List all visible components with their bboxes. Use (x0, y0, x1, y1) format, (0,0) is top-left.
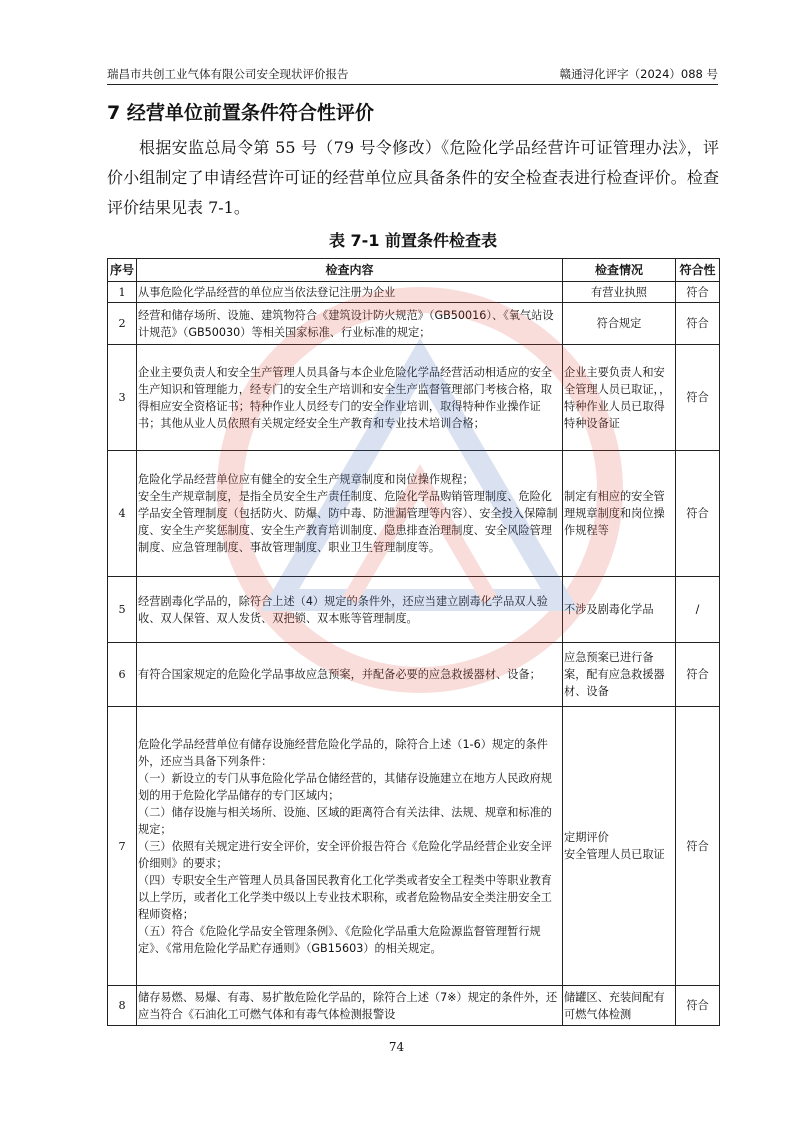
row-status: 符合规定 (563, 303, 676, 345)
row-result: 符合 (676, 282, 720, 303)
header-status: 检查情况 (563, 259, 676, 282)
row-result: 符合 (676, 643, 720, 707)
table-row (108, 986, 720, 1026)
row-status: 定期评价 安全管理人员已取证 (563, 707, 676, 986)
page-number: 74 (388, 1040, 405, 1054)
row-content: 有符合国家规定的危险化学品事故应急预案，并配备必要的应急救援器材、设备； (137, 643, 563, 707)
row-content: 危险化学品经营单位有储存设施经营危险化学品的，除符合上述（1-6）规定的条件外，还应当具备下列条件： （一）新设立的专门从事危险化学品仓储经营的，其储存设施建立在地方人民政府规划的用于危险化学品储存的专门区域内； （二）储存设施与相关场所、设施、区域的距离符合有关法律、法规、规章和标准的规定； （三）依照有关规定进行安全评价，安全评价报告符合《危险化学品经营企业安全评价细则》的要求； （四）专职安全生产管理人员具备国民教育化工化学类或者安全工程类中等职业教育以上学历，或者化工化学类中级以上专业技术职称，或者危险物品安全类注册安全工程师资格； （五）符合《危险化学品安全管理条例》、《危险化学品重大危险源监督管理暂行规定》、《常用危险化学品贮存通则》（GB15603）的相关规定。 (137, 707, 563, 986)
header-no: 序号 (108, 259, 137, 282)
row-status: 制定有相应的安全管理规章制度和岗位操作规程等 (563, 451, 676, 577)
row-no: 7 (108, 707, 137, 986)
table-header-row (108, 259, 720, 282)
row-result: 符合 (676, 707, 720, 986)
section-title: 7 经营单位前置条件符合性评价 (107, 102, 374, 124)
row-content: 经营剧毒化学品的，除符合上述（4）规定的条件外，还应当建立剧毒化学品双人验收、双人保管、双人发货、双把锁、双本账等管理制度。 (137, 577, 563, 643)
row-content: 企业主要负责人和安全生产管理人员具备与本企业危险化学品经营活动相适应的安全生产知识和管理能力，经专门的安全生产培训和安全生产监督管理部门考核合格，取得相应安全资格证书；特种作业人员经专门的安全作业培训，取得特种作业操作证书；其他从业人员依照有关规定经安全生产教育和专业技术培训合格； (137, 345, 563, 451)
row-no: 1 (108, 282, 137, 303)
row-status: 不涉及剧毒化学品 (563, 577, 676, 643)
table-row (108, 345, 720, 451)
row-no: 4 (108, 451, 137, 577)
table-row (108, 577, 720, 643)
header-content: 检查内容 (137, 259, 563, 282)
row-result: 符合 (676, 451, 720, 577)
row-status: 储罐区、充装间配有可燃气体检测 (563, 986, 676, 1026)
intro-paragraph: 根据安监总局令第 55 号（79 号令修改）《危险化学品经营许可证管理办法》，评价小组制定了申请经营许可证的经营单位应具备条件的安全检查表进行检查评价。检查评价结果见表 7-1。 (107, 138, 719, 217)
row-result: 符合 (676, 303, 720, 345)
table-row (108, 643, 720, 707)
row-content: 经营和储存场所、设施、建筑物符合《建筑设计防火规范》（GB50016）、《氧气站设计规范》（GB50030）等相关国家标准、行业标准的规定； (137, 303, 563, 345)
table-caption: 表 7-1 前置条件检查表 (328, 231, 498, 250)
header-company: 瑞昌市共创工业气体有限公司安全现状评价报告 (107, 67, 349, 81)
row-content: 从事危险化学品经营的单位应当依法登记注册为企业 (137, 282, 563, 303)
row-status: 企业主要负责人和安全管理人员已取证，，特种作业人员已取得特种设备证 (563, 345, 676, 451)
header-result: 符合性 (676, 259, 720, 282)
row-content: 储存易燃、易爆、有毒、易扩散危险化学品的，除符合上述（7※）规定的条件外，还应当符合《石油化工可燃气体和有毒气体检测报警设 (137, 986, 563, 1026)
page-header (107, 66, 718, 85)
table-row (108, 282, 720, 303)
table-row (108, 451, 720, 577)
row-no: 5 (108, 577, 137, 643)
row-no: 6 (108, 643, 137, 707)
table-row (108, 303, 720, 345)
row-no: 3 (108, 345, 137, 451)
checklist-table (107, 258, 720, 1026)
row-result: / (676, 577, 720, 643)
table-row (108, 707, 720, 986)
row-result: 符合 (676, 345, 720, 451)
row-status: 应急预案已进行备案，配有应急救援器材、设备 (563, 643, 676, 707)
row-status: 有营业执照 (563, 282, 676, 303)
row-no: 2 (108, 303, 137, 345)
row-no: 8 (108, 986, 137, 1026)
row-content: 危险化学品经营单位应有健全的安全生产规章制度和岗位操作规程； 安全生产规章制度，是指全员安全生产责任制度、危险化学品购销管理制度、危险化学品安全管理制度（包括防火、防爆、防中毒、防泄漏管理等内容）、安全投入保障制度、安全生产奖惩制度、安全生产教育培训制度、隐患排查治理制度、安全风险管理制度、应急管理制度、事故管理制度、职业卫生管理制度等。 (137, 451, 563, 577)
header-report-number: 赣通浔化评字（2024）088 号 (559, 67, 718, 81)
row-result: 符合 (676, 986, 720, 1026)
